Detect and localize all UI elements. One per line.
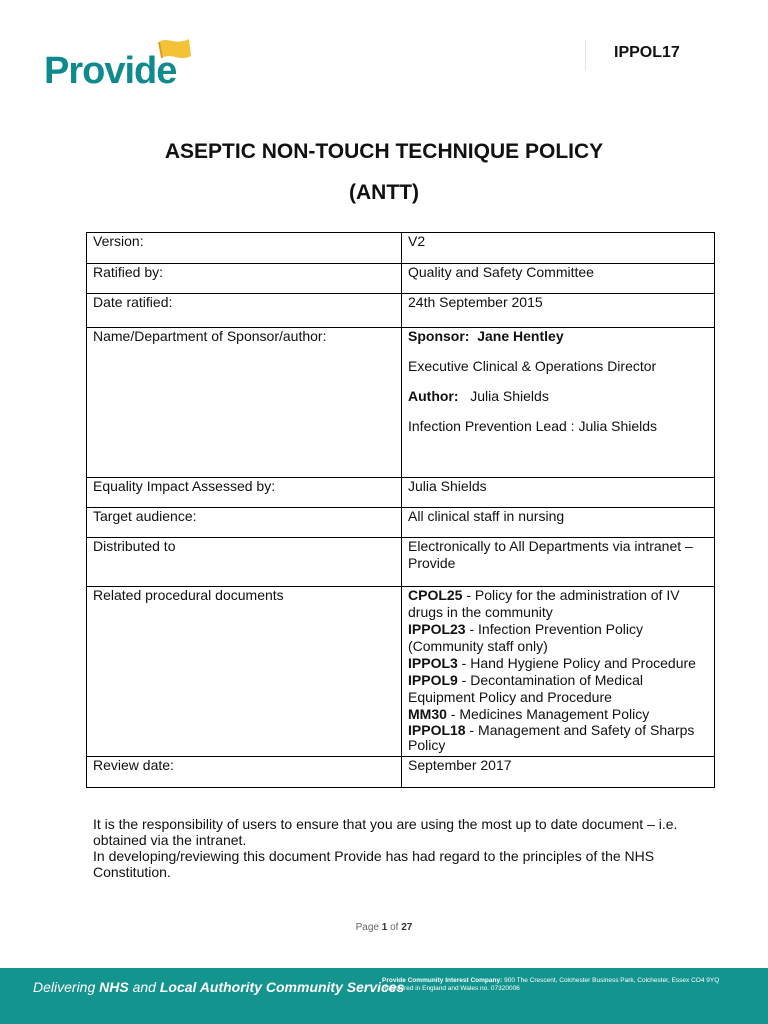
related-doc-title: - Decontamination of Medical Equipment Policy and Procedure bbox=[408, 672, 643, 705]
table-row bbox=[87, 508, 715, 538]
company-address: 900 The Crescent, Colchester Business Park, Colchester, Essex CO4 9YQ bbox=[502, 977, 720, 984]
related-doc-item bbox=[408, 621, 708, 655]
tagline-nhs: NHS bbox=[99, 979, 129, 995]
related-doc-code: MM30 bbox=[408, 706, 447, 722]
date-ratified-value: 24th September 2015 bbox=[402, 294, 715, 328]
page-prefix: Page bbox=[355, 922, 382, 933]
related-doc-title: - Management and Safety of Sharps Policy bbox=[408, 722, 695, 753]
related-doc-code: IPPOL9 bbox=[408, 672, 458, 688]
tagline-local: Local Authority Community Services bbox=[159, 979, 405, 995]
distributed-label: Distributed to bbox=[87, 538, 402, 587]
sponsor-label: Name/Department of Sponsor/author: bbox=[87, 328, 402, 478]
author-name: Julia Shields bbox=[470, 388, 549, 404]
related-doc-code: CPOL25 bbox=[408, 587, 463, 603]
related-docs-label: Related procedural documents bbox=[87, 587, 402, 757]
notice-line: In developing/reviewing this document Provide has had regard to the principles of the NHS Constitution. bbox=[93, 848, 655, 880]
infection-prevention-lead: Infection Prevention Lead : Julia Shields bbox=[408, 418, 658, 434]
related-doc-title: - Infection Prevention Policy (Community staff only) bbox=[408, 621, 644, 654]
related-docs-cell bbox=[402, 587, 715, 757]
table-row bbox=[87, 587, 715, 757]
table-row bbox=[87, 294, 715, 328]
page-current: 1 bbox=[381, 922, 388, 933]
page-of: of bbox=[387, 922, 402, 933]
tagline-prefix: Delivering bbox=[33, 979, 100, 995]
ratified-label: Ratified by: bbox=[87, 264, 402, 294]
ratified-value: Quality and Safety Committee bbox=[402, 264, 715, 294]
header-divider bbox=[585, 40, 586, 70]
company-name: Provide Community Interest Company: bbox=[382, 977, 503, 984]
table-row bbox=[87, 538, 715, 587]
document-reference: IPPOL17 bbox=[614, 44, 680, 61]
related-doc-item bbox=[408, 672, 708, 706]
distributed-value: Electronically to All Departments via intranet – Provide bbox=[402, 538, 715, 587]
tagline-and: and bbox=[128, 979, 160, 995]
equality-value: Julia Shields bbox=[402, 478, 715, 508]
review-date-label: Review date: bbox=[87, 757, 402, 788]
related-doc-code: IPPOL18 bbox=[408, 722, 466, 738]
provide-logo bbox=[44, 36, 204, 98]
audience-label: Target audience: bbox=[87, 508, 402, 538]
table-row bbox=[87, 757, 715, 788]
related-doc-item bbox=[408, 587, 708, 621]
related-doc-item bbox=[408, 723, 708, 753]
related-doc-item bbox=[408, 655, 708, 672]
document-title: ASEPTIC NON-TOUCH TECHNIQUE POLICY bbox=[164, 140, 604, 163]
review-date-value: September 2017 bbox=[402, 757, 715, 788]
logo-wordmark: Provide bbox=[44, 50, 177, 92]
document-info-table bbox=[86, 232, 715, 788]
notice-line: It is the responsibility of users to ensure that you are using the most up to date document – i.e. obtained via the intranet. bbox=[93, 816, 678, 848]
table-row bbox=[87, 233, 715, 264]
related-doc-title: - Policy for the administration of IV drugs in the community bbox=[408, 587, 680, 620]
related-doc-item bbox=[408, 706, 708, 723]
footer-address bbox=[382, 977, 719, 993]
document-subtitle: (ANTT) bbox=[349, 181, 419, 204]
sponsor-role: Executive Clinical & Operations Director bbox=[408, 358, 657, 374]
document-notice bbox=[93, 816, 693, 880]
version-label: Version: bbox=[87, 233, 402, 264]
author-heading: Author: bbox=[408, 388, 459, 404]
equality-label: Equality Impact Assessed by: bbox=[87, 478, 402, 508]
sponsor-cell bbox=[402, 328, 715, 478]
related-doc-title: - Medicines Management Policy bbox=[446, 706, 650, 722]
related-doc-title: - Hand Hygiene Policy and Procedure bbox=[457, 655, 696, 671]
related-doc-code: IPPOL23 bbox=[408, 621, 466, 637]
table-row bbox=[87, 264, 715, 294]
related-doc-code: IPPOL3 bbox=[408, 655, 458, 671]
version-value: V2 bbox=[402, 233, 715, 264]
footer-banner bbox=[0, 968, 768, 1024]
company-registration: Registered in England and Wales no. 07320006 bbox=[382, 985, 520, 992]
sponsor-heading: Sponsor: bbox=[408, 328, 470, 344]
audience-value: All clinical staff in nursing bbox=[402, 508, 715, 538]
table-row bbox=[87, 478, 715, 508]
date-ratified-label: Date ratified: bbox=[87, 294, 402, 328]
page-total: 27 bbox=[401, 922, 413, 933]
page-number bbox=[0, 922, 768, 933]
footer-tagline bbox=[33, 979, 404, 995]
sponsor-name: Jane Hentley bbox=[477, 328, 564, 344]
table-row bbox=[87, 328, 715, 478]
